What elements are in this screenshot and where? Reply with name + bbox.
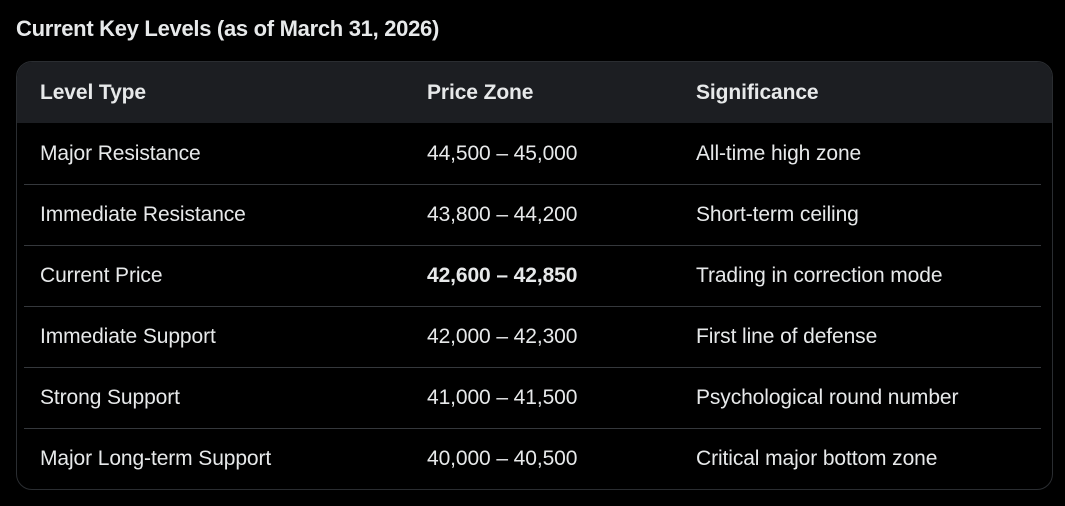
cell-level-type: Immediate Support	[40, 324, 216, 348]
table-header-row	[17, 62, 1052, 123]
cell-significance: Short-term ceiling	[696, 202, 859, 226]
cell-price-zone: 44,500 – 45,000	[427, 141, 578, 165]
column-header-price-zone: Price Zone	[427, 80, 534, 104]
table-body	[17, 123, 1052, 489]
cell-price-zone: 42,000 – 42,300	[427, 324, 578, 348]
cell-price-zone: 43,800 – 44,200	[427, 202, 578, 226]
cell-significance: Trading in correction mode	[696, 263, 943, 287]
table-row	[17, 245, 1052, 306]
cell-significance: First line of defense	[696, 324, 878, 348]
column-header-significance: Significance	[696, 80, 819, 104]
cell-level-type: Current Price	[40, 263, 163, 287]
page	[0, 15, 1065, 490]
cell-level-type: Immediate Resistance	[40, 202, 246, 226]
cell-level-type: Major Long-term Support	[40, 446, 272, 470]
table-row	[17, 367, 1052, 428]
table-row	[17, 184, 1052, 245]
table-row	[17, 123, 1052, 184]
cell-price-zone: 40,000 – 40,500	[427, 446, 578, 470]
column-header-level-type: Level Type	[40, 80, 146, 104]
cell-significance: All-time high zone	[696, 141, 862, 165]
cell-level-type: Major Resistance	[40, 141, 201, 165]
cell-level-type: Strong Support	[40, 385, 180, 409]
cell-significance: Critical major bottom zone	[696, 446, 938, 470]
cell-price-zone: 42,600 – 42,850	[427, 263, 578, 287]
table-row	[17, 428, 1052, 489]
page-title: Current Key Levels (as of March 31, 2026)	[16, 16, 439, 41]
cell-price-zone: 41,000 – 41,500	[427, 385, 578, 409]
key-levels-table	[16, 61, 1053, 490]
cell-significance: Psychological round number	[696, 385, 959, 409]
table-row	[17, 306, 1052, 367]
